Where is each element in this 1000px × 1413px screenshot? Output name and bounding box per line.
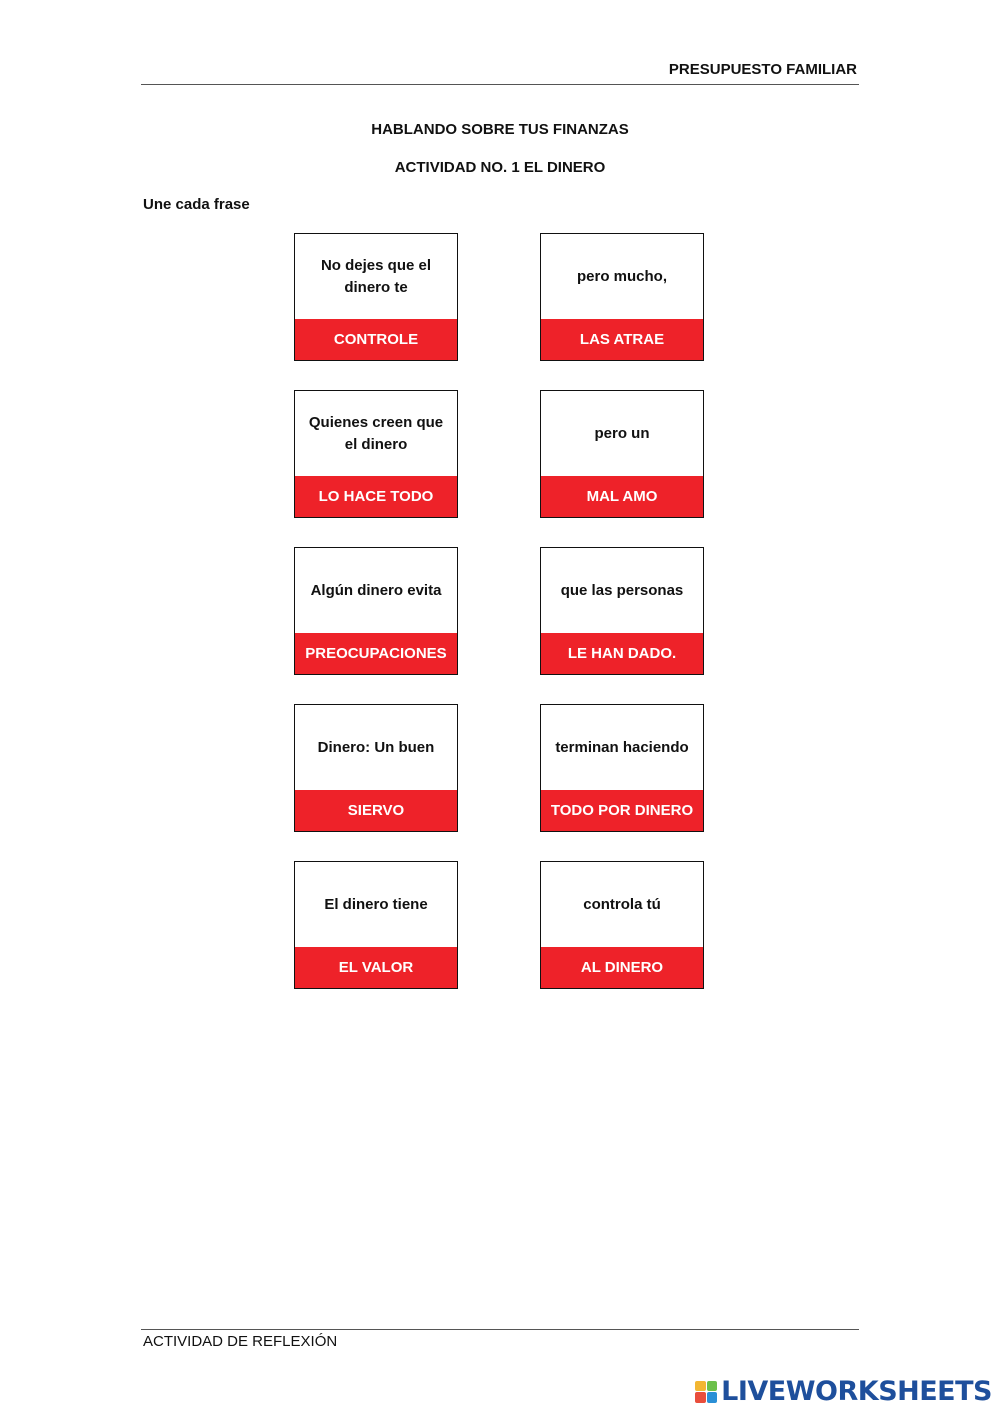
card-phrase-text: Quienes creen que el dinero	[308, 413, 444, 453]
header-divider	[141, 84, 859, 85]
liveworksheets-logo-icon	[695, 1381, 717, 1403]
instruction-text: Une cada frase	[143, 196, 250, 213]
footer-divider	[141, 1329, 859, 1330]
card-answer-label: LE HAN DADO.	[541, 633, 703, 674]
card-phrase-text: controla tú	[583, 895, 661, 913]
liveworksheets-brand[interactable]	[695, 1376, 992, 1407]
logo-square-green	[707, 1381, 718, 1392]
card-phrase-text: El dinero tiene	[324, 895, 428, 913]
card-answer-label: AL DINERO	[541, 947, 703, 988]
phrase-card[interactable]	[294, 233, 458, 361]
logo-square-red	[695, 1392, 706, 1403]
card-answer-label: TODO POR DINERO	[541, 790, 703, 831]
phrase-card[interactable]	[294, 861, 458, 989]
card-phrase-text: que las personas	[560, 581, 684, 599]
card-phrase-text: Dinero: Un buen	[317, 738, 435, 756]
card-answer-label: MAL AMO	[541, 476, 703, 517]
phrase-card[interactable]	[294, 704, 458, 832]
card-answer-label: PREOCUPACIONES	[295, 633, 457, 674]
logo-square-yellow	[695, 1381, 706, 1392]
brand-name: LIVEWORKSHEETS	[721, 1376, 992, 1407]
phrase-card[interactable]	[540, 861, 704, 989]
card-phrase-text: No dejes que el dinero te	[320, 256, 432, 296]
card-answer-label: EL VALOR	[295, 947, 457, 988]
logo-square-blue	[707, 1392, 718, 1403]
card-answer-label: SIERVO	[295, 790, 457, 831]
phrase-card[interactable]	[294, 547, 458, 675]
phrase-card[interactable]	[540, 704, 704, 832]
footer-text: ACTIVIDAD DE REFLEXIÓN	[143, 1333, 338, 1350]
card-phrase-text: terminan haciendo	[555, 738, 689, 756]
card-answer-label: CONTROLE	[295, 319, 457, 360]
card-answer-label: LAS ATRAE	[541, 319, 703, 360]
phrase-card[interactable]	[540, 390, 704, 518]
phrase-card[interactable]	[540, 547, 704, 675]
phrase-card[interactable]	[294, 390, 458, 518]
card-phrase-text: pero un	[594, 424, 650, 442]
card-phrase-text: Algún dinero evita	[310, 581, 442, 599]
phrase-card[interactable]	[540, 233, 704, 361]
card-phrase-text: pero mucho,	[576, 267, 667, 285]
activity-title: ACTIVIDAD NO. 1 EL DINERO	[394, 159, 606, 176]
header-title: PRESUPUESTO FAMILIAR	[668, 61, 857, 78]
document-title: HABLANDO SOBRE TUS FINANZAS	[371, 121, 629, 138]
card-answer-label: LO HACE TODO	[295, 476, 457, 517]
